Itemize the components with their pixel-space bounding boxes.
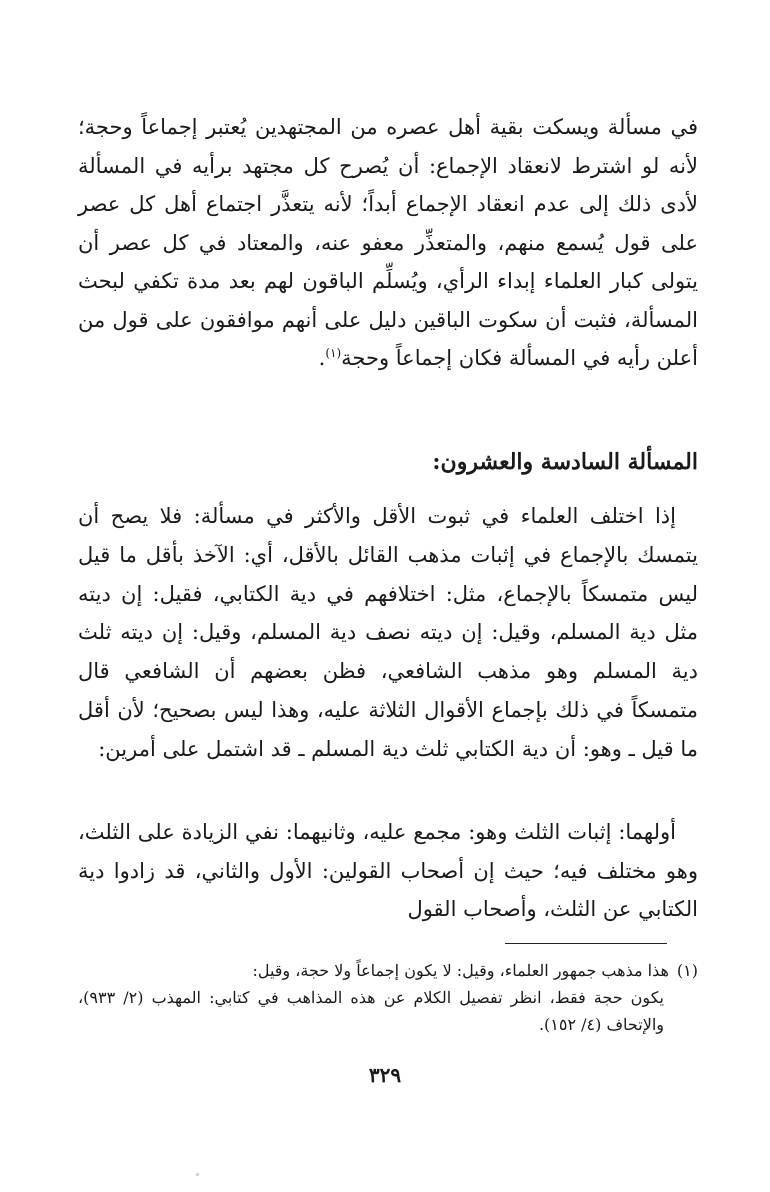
paragraph-1-text: في مسألة ويسكت بقية أهل عصره من المجتهدين يُعتبر إجماعاً وحجة؛ لأنه لو اشترط لانعقاد الإجماع: أن يُصرح كل مجتهد برأيه في المسألة لأدى ذلك إلى عدم انعقاد الإجماع أبداً؛ لأنه يتعذَّر اجتماع أهل كل عصر على قول يُسمع منهم، والمتعذِّر معفو عنه، والمعتاد في كل عصر أن يتولى كبار العلماء إبداء الرأي، ويُسلِّم الباقون لهم بعد مدة تكفي لبحث المسألة، فثبت أن سكوت الباقين دليل على أنهم موافقون على قول من أعلن رأيه في المسألة فكان إجماعاً وحجة (78, 115, 698, 370)
paragraph-3 (78, 813, 698, 929)
footnote-line-1: هذا مذهب جمهور العلماء، وقيل: لا يكون إجماعاً ولا حجة، وقيل: (252, 961, 669, 980)
footnote-number: (١) (676, 961, 698, 980)
paragraph-2-text: إذا اختلف العلماء في ثبوت الأقل والأكثر في مسألة: فلا يصح أن يتمسك بالإجماع في إثبات مذهب القائل بالأقل، أي: الآخذ بأقل ما قيل ليس متمسكاً بالإجماع، مثل: اختلافهم في دية الكتابي، فقيل: إن ديته مثل دية المسلم، وقيل: إن ديته نصف دية المسلم، وقيل: إن ديته ثلث دية المسلم وهو مذهب الشافعي، فظن بعضهم أن الشافعي قال متمسكاً في ذلك بإجماع الأقوال الثلاثة عليه، وهذا ليس بصحيح؛ لأن أقل ما قيل ـ وهو: أن دية الكتابي ثلث دية المسلم ـ قد اشتمل على أمرين: (78, 504, 698, 761)
section-heading: المسألة السادسة والعشرون: (432, 449, 698, 475)
footnote-reference: (١) (325, 346, 342, 360)
paragraph-1-end: . (318, 346, 326, 370)
paragraph-1 (78, 108, 698, 378)
paragraph-3-text: أولهما: إثبات الثلث وهو: مجمع عليه، وثانيهما: نفي الزيادة على الثلث، وهو مختلف فيه؛ حيث إن أصحاب القولين: الأول والثاني، قد زادوا دية الكتابي عن الثلث، وأصحاب القول (78, 820, 698, 921)
paragraph-2 (78, 497, 698, 769)
footnote-divider (505, 943, 667, 944)
page-number: ٣٢٩ (368, 1063, 402, 1087)
footnote (78, 957, 698, 1038)
scan-speck (196, 1173, 199, 1176)
footnote-continuation: يكون حجة فقط، انظر تفصيل الكلام عن هذه المذاهب في كتابي: المهذب (٢/ ٩٣٣)، والإتحاف (٤/ ١٥٢). (78, 988, 664, 1034)
